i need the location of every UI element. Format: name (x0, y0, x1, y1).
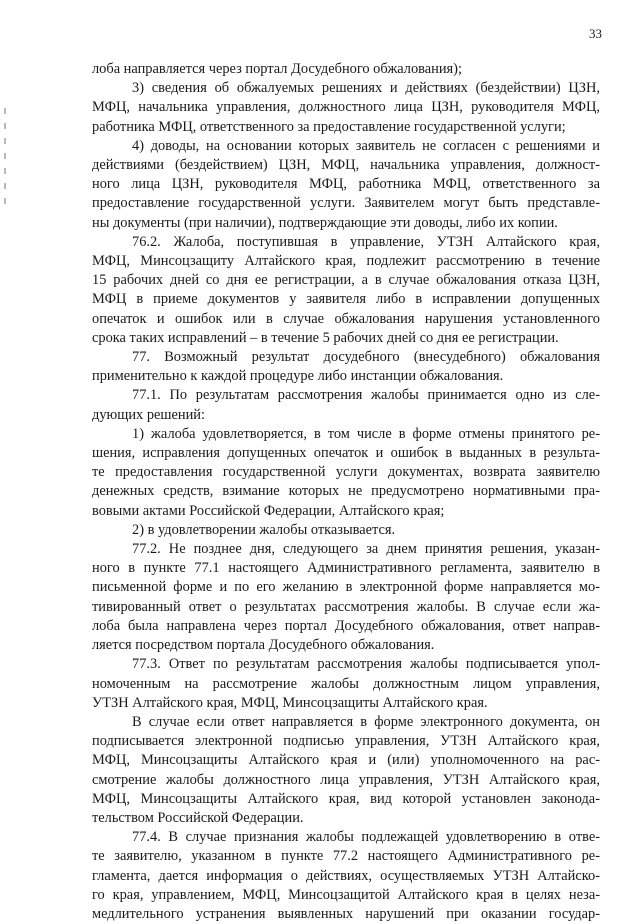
page-number: 33 (589, 26, 602, 41)
text-line: МФЦ в приеме документов у заявителя либо в исправлении допущенных (92, 291, 600, 308)
text-line: письменной форме и по его желанию в электронной форме направляется мо- (92, 579, 600, 596)
text-line: МФЦ, Минсоцзащиты Алтайского края и (или) уполномоченного на рас- (92, 752, 600, 769)
text-line: 1) жалоба удовлетворяется, в том числе в форме отмены принятого ре- (132, 425, 600, 442)
text-line: лоба была направлена через портал Досудебного обжалования, ответ направ- (92, 617, 600, 634)
text-line: 77.4. В случае признания жалобы подлежащей удовлетворению в отве- (132, 829, 600, 846)
text-line: те заявителю, указанном в пункте 77.2 настоящего Административного ре- (92, 848, 600, 865)
text-line: денежных средств, взимание которых не предусмотрено нормативными пра- (92, 483, 600, 500)
document-body (92, 60, 600, 924)
text-line: ного в пункте 77.1 настоящего Административного регламента, заявителю в (92, 560, 600, 577)
text-line: действиями (бездействием) ЦЗН, МФЦ, начальника управления, должност- (92, 157, 600, 174)
text-line: 3) сведения об обжалуемых решениях и действиях (бездействии) ЦЗН, (132, 80, 600, 97)
text-line: 77.2. Не позднее дня, следующего за днем принятия решения, указан- (132, 541, 600, 558)
text-line: 4) доводы, на основании которых заявитель не согласен с решениями и (132, 137, 600, 154)
text-line: го края, управлением, МФЦ, Минсоцзащитой Алтайского края в целях неза- (92, 886, 600, 903)
text-line: тивированный ответ о результатах рассмотрения жалобы. В случае если жа- (92, 598, 600, 615)
text-line: вовыми актами Российской Федерации, Алтайского края; (92, 502, 445, 519)
text-line: номоченным на рассмотрение жалобы должностным лицом управления, (92, 675, 600, 692)
text-line: предоставление государственной услуги. Заявителем могут быть представле- (92, 195, 600, 212)
text-line: тельством Российской Федерации. (92, 809, 304, 826)
text-line: УТЗН Алтайского края, МФЦ, Минсоцзащиты Алтайского края. (92, 694, 488, 711)
text-line: 76.2. Жалоба, поступившая в управление, УТЗН Алтайского края, (132, 233, 600, 250)
text-line: дующих решений: (92, 406, 205, 423)
text-line: те предоставления государственной услуги документах, возврата заявителю (92, 464, 600, 481)
text-line: гламента, дается информация о действиях, осуществляемых УТЗН Алтайско- (92, 867, 600, 884)
text-line: ного лица ЦЗН, руководителя МФЦ, работника МФЦ, ответственного за (92, 176, 600, 193)
text-line: 15 рабочих дней со дня ее регистрации, а в случае обжалования отказа ЦЗН, (92, 272, 600, 289)
text-line: МФЦ, Минсоцзащиты Алтайского края, вид которой установлен законода- (92, 790, 600, 807)
text-line: шения, исправления допущенных опечаток и ошибок в выданных в результа- (92, 445, 600, 462)
text-line: подписывается электронной подписью управления, УТЗН Алтайского края, (92, 733, 600, 750)
text-line: 77.3. Ответ по результатам рассмотрения жалобы подписывается упол- (132, 656, 600, 673)
text-line: 77. Возможный результат досудебного (внесудебного) обжалования (132, 349, 600, 366)
text-line: 2) в удовлетворении жалобы отказывается. (132, 521, 396, 538)
text-line: 77.1. По результатам рассмотрения жалобы принимается одно из сле- (132, 387, 600, 404)
text-line: опечаток и ошибок или в случае обжалования нарушения установленного (92, 310, 600, 327)
text-line: лоба направляется через портал Досудебного обжалования); (92, 61, 462, 77)
scan-edge-marks (4, 108, 7, 228)
text-line: МФЦ, начальника управления, должностного лица ЦЗН, руководителя МФЦ, (92, 99, 600, 116)
text-line: медлительного устранения выявленных нарушений при оказании государ- (92, 905, 600, 922)
text-line: работника МФЦ, ответственного за предоставление государственной услуги; (92, 118, 566, 135)
text-line: срока таких исправлений – в течение 5 рабочих дней со дня ее регистрации. (92, 329, 559, 346)
text-line: МФЦ, Минсоцзащиту Алтайского края, подлежит рассмотрению в течение (92, 253, 600, 270)
text-line: применительно к каждой процедуре либо инстанции обжалования. (92, 368, 504, 385)
text-line: ны документы (при наличии), подтверждающие эти доводы, либо их копии. (92, 214, 558, 231)
text-line: ляется посредством портала Досудебного обжалования. (92, 637, 435, 654)
text-line: смотрение жалобы должностного лица управления, УТЗН Алтайского края, (92, 771, 600, 788)
text-line: В случае если ответ направляется в форме электронного документа, он (132, 713, 600, 730)
